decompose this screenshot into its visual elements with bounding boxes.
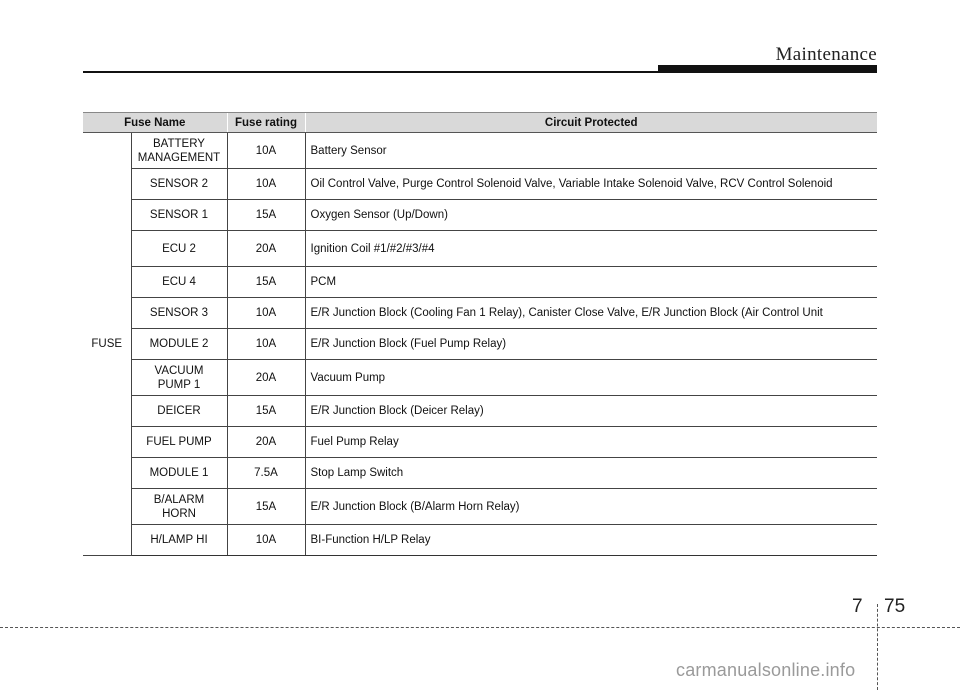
circuit-protected-cell: BI-Function H/LP Relay [305,525,877,556]
fuse-name-line: DEICER [157,405,201,417]
circuit-protected-cell: E/R Junction Block (Fuel Pump Relay) [305,329,877,360]
column-header-circuit-protected: Circuit Protected [305,113,877,133]
circuit-protected-cell: Battery Sensor [305,133,877,169]
fuse-name-cell [131,169,227,200]
header-rule-thick [658,65,877,73]
page-number: 75 [884,596,906,617]
fuse-rating-cell: 15A [227,396,305,427]
fuse-rating-cell: 15A [227,489,305,525]
fuse-rating-cell: 10A [227,525,305,556]
fuse-name-cell [131,396,227,427]
fuse-rating-cell: 10A [227,298,305,329]
fuse-name-cell [131,298,227,329]
circuit-protected-cell: Vacuum Pump [305,360,877,396]
table-row [83,329,877,360]
fuse-name-line: HORN [162,507,196,520]
fuse-rating-cell: 7.5A [227,458,305,489]
fuse-name-line: ECU 4 [162,276,196,288]
fuse-rating-cell: 15A [227,267,305,298]
table-row [83,169,877,200]
fuse-name-line: VACUUM [154,364,204,377]
fuse-rating-cell: 15A [227,200,305,231]
fuse-name-cell [131,231,227,267]
fuse-rating-cell: 10A [227,133,305,169]
fuse-name-cell [131,427,227,458]
chapter-number: 7 [852,596,863,617]
table-row [83,133,877,169]
fuse-name-cell [131,329,227,360]
fuse-name-line: MANAGEMENT [137,151,221,164]
footer-divider [877,604,878,690]
fuse-name-line: SENSOR 2 [149,178,209,190]
fuse-name-cell [131,360,227,396]
circuit-protected-cell: Oil Control Valve, Purge Control Solenoid Valve, Variable Intake Solenoid Valve, RCV Control Solenoid [305,169,877,200]
fuse-name-line: SENSOR 3 [149,307,209,319]
column-header-fuse-name: Fuse Name [83,113,227,133]
fuse-name-cell [131,133,227,169]
fuse-rating-cell: 20A [227,231,305,267]
fuse-name-cell [131,489,227,525]
table-row [83,267,877,298]
circuit-protected-cell: Stop Lamp Switch [305,458,877,489]
table-row [83,489,877,525]
circuit-protected-cell: Fuel Pump Relay [305,427,877,458]
fuse-name-cell [131,267,227,298]
circuit-protected-cell: E/R Junction Block (B/Alarm Horn Relay) [305,489,877,525]
table-header-row [83,113,877,133]
fuse-name-line: SENSOR 1 [149,209,209,221]
fuse-rating-cell: 10A [227,169,305,200]
fuse-table-body [83,133,877,556]
fuse-rating-cell: 10A [227,329,305,360]
fuse-name-line: B/ALARM [153,493,205,506]
fuse-name-line: MODULE 2 [149,338,209,350]
fuse-group-label: FUSE [83,133,131,556]
table-row [83,231,877,267]
table-row [83,360,877,396]
fuse-name-line: BATTERY [153,137,205,150]
circuit-protected-cell: PCM [305,267,877,298]
table-row [83,200,877,231]
fuse-name-line: H/LAMP HI [150,534,208,546]
fuse-name-cell [131,525,227,556]
column-header-fuse-rating: Fuse rating [227,113,305,133]
table-row [83,298,877,329]
circuit-protected-cell: Ignition Coil #1/#2/#3/#4 [305,231,877,267]
section-title: Maintenance [775,44,877,65]
fuse-name-line: MODULE 1 [149,467,209,479]
header-rule [83,71,663,73]
table-row [83,396,877,427]
fuse-rating-cell: 20A [227,360,305,396]
fuse-name-line: PUMP 1 [157,378,201,391]
fuse-name-line: FUEL PUMP [146,436,212,448]
watermark: carmanualsonline.info [676,660,856,680]
fuse-name-line: ECU 2 [162,242,196,255]
circuit-protected-cell: E/R Junction Block (Cooling Fan 1 Relay), Canister Close Valve, E/R Junction Block (Air Control Unit [305,298,877,329]
table-row [83,427,877,458]
fuse-name-cell [131,458,227,489]
fuse-name-cell [131,200,227,231]
table-row [83,458,877,489]
footer-rule [0,627,960,628]
circuit-protected-cell: Oxygen Sensor (Up/Down) [305,200,877,231]
table-row [83,525,877,556]
fuse-table [83,112,877,556]
fuse-rating-cell: 20A [227,427,305,458]
circuit-protected-cell: E/R Junction Block (Deicer Relay) [305,396,877,427]
